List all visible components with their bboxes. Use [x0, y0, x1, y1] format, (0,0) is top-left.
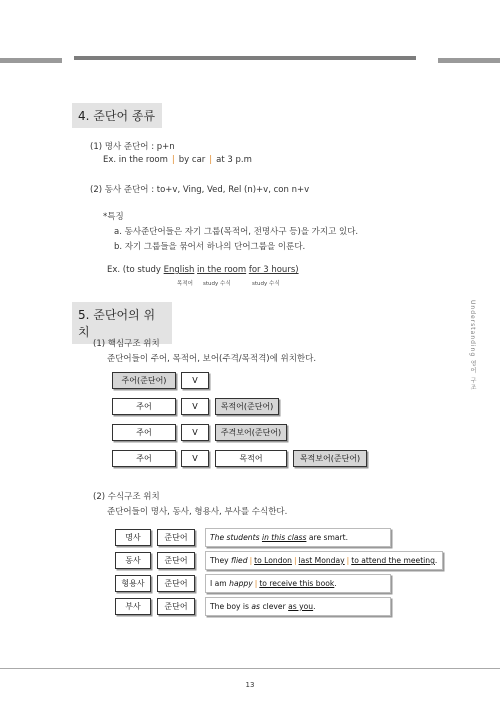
box-verbal: 준단어: [157, 529, 195, 546]
annot-modifier-2: study 수식: [252, 281, 280, 287]
section4-example: Ex. (to study English in the room for 3 hours): [107, 265, 299, 275]
box-object-verbal: 목적어(준단어): [215, 398, 279, 415]
feature-a: a. 동사준단어들은 자기 그룹(목적어, 전명사구 등)을 가지고 있다.: [114, 227, 359, 237]
box-subject: 주어: [112, 424, 176, 441]
page-number: 13: [245, 681, 255, 689]
box-object: 목적어: [215, 450, 287, 467]
section4-item2: (2) 동사 준단어 : to+v, Ving, Ved, Rel (n)+v, con n+v: [90, 185, 310, 195]
section4-title: 4. 준단어 종류: [72, 103, 162, 128]
box-verb: V: [181, 398, 209, 415]
box-subject: 주어: [112, 450, 176, 467]
example-verb-modifier: They flied | to London | last Monday | to attend the meeting .: [205, 551, 443, 570]
example-adverb-modifier: The boy is as clever as you .: [205, 597, 391, 616]
box-verb: V: [181, 424, 209, 441]
box-object-complement-verbal: 목적보어(준단어): [293, 450, 367, 467]
header-bar-right: [438, 58, 500, 63]
box-noun: 명사: [115, 529, 151, 546]
box-verbal: 준단어: [157, 598, 195, 615]
box-subject: 주어: [112, 398, 176, 415]
section5-title: 5. 준단어의 위치: [72, 302, 172, 344]
section5-item2: (2) 수식구조 위치: [93, 492, 160, 502]
feature-b: b. 자기 그룹들을 묶어서 하나의 단어그룹을 이룬다.: [114, 242, 306, 252]
box-subject-verbal: 주어(준단어): [112, 372, 176, 389]
header-bar-center: [74, 56, 416, 60]
annot-modifier-1: study 수식: [203, 281, 231, 287]
section5-item2-desc: 준단어들이 명사, 동사, 형용사, 부사를 수식한다.: [107, 507, 288, 517]
box-verbal: 준단어: [157, 575, 195, 592]
example-adjective-modifier: I am happy | to receive this book .: [205, 574, 391, 593]
section4-item1: (1) 명사 준단어 : p+n: [90, 142, 175, 152]
box-adjective: 형용사: [115, 575, 151, 592]
annot-object: 목적어: [177, 281, 193, 287]
section4-item1-example: Ex. in the room | by car | at 3 p.m: [103, 155, 252, 165]
section5-item1-desc: 준단어들이 주어, 목적어, 보어(주격/목적격)에 위치한다.: [107, 354, 317, 364]
section5-item1: (1) 핵심구조 위치: [93, 339, 160, 349]
box-subject-complement-verbal: 주격보어(준단어): [215, 424, 287, 441]
box-verb: V: [181, 372, 209, 389]
footer-line: [0, 668, 500, 669]
header-bar-left: [0, 58, 62, 63]
box-verb-pos: 동사: [115, 552, 151, 569]
box-verbal: 준단어: [157, 552, 195, 569]
example-noun-modifier: The students in this class are smart.: [205, 528, 391, 547]
feature-label: *특징: [103, 212, 124, 222]
side-vertical-text: Understanding 영어 구조: [469, 300, 476, 392]
box-adverb: 부사: [115, 598, 151, 615]
box-verb: V: [181, 450, 209, 467]
